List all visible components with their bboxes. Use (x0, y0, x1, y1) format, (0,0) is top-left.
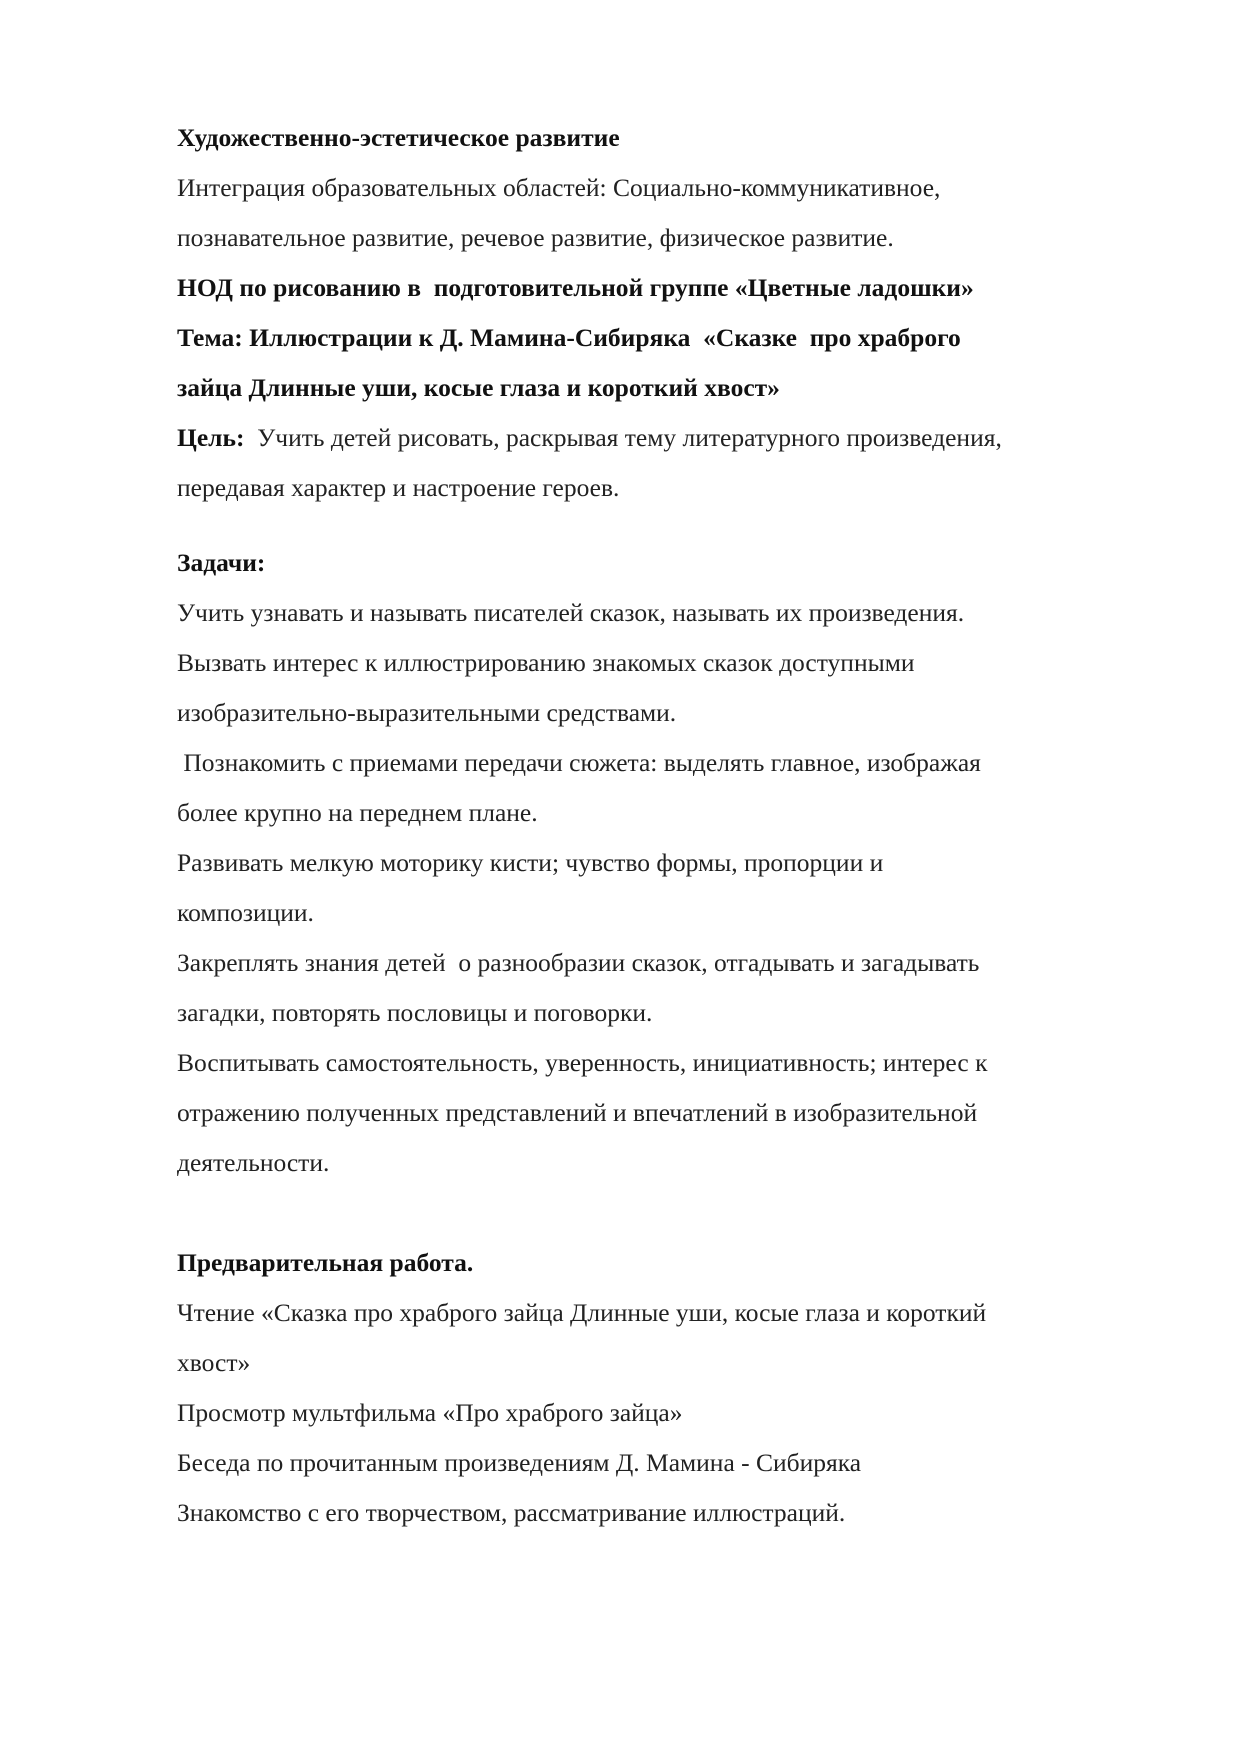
task-line-8: Закреплять знания детей о разнообразии сказок, отгадывать и загадывать (177, 948, 980, 977)
tasks-heading: Задачи: (177, 548, 266, 577)
task-line-2: Вызвать интерес к иллюстрированию знакомых сказок доступными (177, 648, 915, 677)
goal-label: Цель: (177, 423, 245, 452)
integration-line-1: Интеграция образовательных областей: Социально-коммуникативное, (177, 173, 941, 202)
task-line-6: Развивать мелкую моторику кисти; чувство формы, пропорции и (177, 848, 884, 877)
prep-line-1: Чтение «Сказка про храброго зайца Длинные уши, косые глаза и короткий (177, 1298, 987, 1327)
prep-line-2: хвост» (177, 1348, 251, 1377)
prep-line-4: Беседа по прочитанным произведениям Д. Мамина - Сибиряка (177, 1448, 862, 1477)
spacer (177, 513, 1157, 538)
area-heading: Художественно-эстетическое развитие (177, 123, 620, 152)
integration-line-2: познавательное развитие, речевое развитие, физическое развитие. (177, 223, 894, 252)
topic-line-1: Тема: Иллюстрации к Д. Мамина-Сибиряка «Сказке про храброго (177, 323, 961, 352)
prep-line-3: Просмотр мультфильма «Про храброго зайца» (177, 1398, 683, 1427)
task-line-3: изобразительно-выразительными средствами. (177, 698, 677, 727)
topic-line-2: зайца Длинные уши, косые глаза и короткий хвост» (177, 373, 780, 402)
task-line-11: отражению полученных представлений и впечатлений в изобразительной (177, 1098, 978, 1127)
task-line-7: композиции. (177, 898, 314, 927)
goal-text: Учить детей рисовать, раскрывая тему литературного произведения, (244, 423, 1002, 452)
task-line-5: более крупно на переднем плане. (177, 798, 538, 827)
task-line-4: Познакомить с приемами передачи сюжета: выделять главное, изображая (177, 748, 981, 777)
spacer (177, 1188, 1157, 1238)
task-line-9: загадки, повторять пословицы и поговорки. (177, 998, 653, 1027)
task-line-12: деятельности. (177, 1148, 330, 1177)
nod-title: НОД по рисованию в подготовительной группе «Цветные ладошки» (177, 273, 974, 302)
prep-heading: Предварительная работа. (177, 1248, 474, 1277)
prep-line-5: Знакомство с его творчеством, рассматривание иллюстраций. (177, 1498, 846, 1527)
goal-line-2: передавая характер и настроение героев. (177, 473, 620, 502)
document-body (177, 113, 1157, 1538)
task-line-10: Воспитывать самостоятельность, уверенность, инициативность; интерес к (177, 1048, 988, 1077)
task-line-1: Учить узнавать и называть писателей сказок, называть их произведения. (177, 598, 965, 627)
goal-line-1 (177, 413, 1157, 463)
